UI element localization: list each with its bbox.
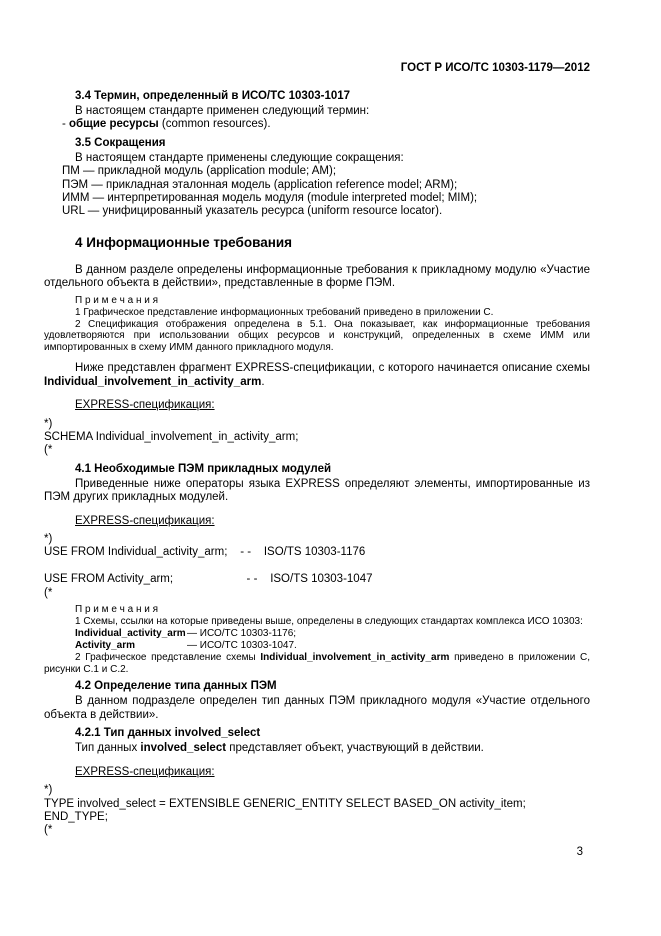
term-prefix: - (62, 118, 70, 131)
abbreviation-line: URL — унифицированный указатель ресурса (uniform resource locator). (62, 205, 443, 218)
paragraph-4-1-intro: Приведенные ниже операторы языка EXPRESS определяют элементы, импортированные из ПЭМ других прикладных модулей. (44, 477, 590, 504)
schema-reference-line (44, 628, 590, 640)
schema-ref-standard: — ИСО/ТС 10303-1047. (187, 639, 297, 651)
datatype-name: involved_select (140, 742, 227, 755)
schema-ref-standard: — ИСО/ТС 10303-1176; (187, 627, 297, 639)
express-spec-label: EXPRESS-спецификация: (75, 514, 215, 527)
code-line: (* (44, 586, 53, 599)
heading-3-4: 3.4 Термин, определенный в ИСО/ТС 10303-1017 (75, 90, 351, 102)
code-line (44, 560, 590, 573)
paragraph-text: Тип данных (75, 742, 141, 755)
note-item: 1 Графическое представление информационных требований приведено в приложении С. (75, 306, 494, 318)
abbreviation-line: ПЭМ — прикладная эталонная модель (application reference model; ARM); (62, 178, 458, 191)
term-definition-line (44, 118, 590, 131)
spacer (44, 354, 590, 362)
code-line: *) (44, 784, 53, 797)
notes-title: П р и м е ч а н и я (75, 603, 159, 615)
paragraph-term-intro: В настоящем стандарте применен следующий термин: (75, 105, 370, 117)
express-code-block-use-from (44, 533, 590, 600)
note-item (44, 652, 590, 676)
term-suffix: (common resources). (158, 118, 271, 131)
code-line: USE FROM Activity_arm; - - ISO/TS 10303-1047 (44, 573, 373, 586)
paragraph-section4-intro: В данном разделе определены информационные требования к прикладному модулю «Участие отдельного объекта в действии», представленные в форме ПЭМ. (44, 263, 590, 290)
heading-3-5: 3.5 Сокращения (75, 136, 166, 149)
schema-name: Individual_involvement_in_activity_arm (44, 375, 262, 388)
paragraph-schema-intro (44, 362, 590, 389)
notes-title: П р и м е ч а н и я (75, 294, 159, 306)
page-number: 3 (576, 846, 583, 858)
note-item: 1 Схемы, ссылки на которые приведены выше, определены в следующих стандартах комплекса ИСО 10303: (75, 615, 583, 627)
express-spec-label: EXPRESS-спецификация: (75, 399, 215, 412)
abbreviation-line: ПМ — прикладной модуль (application module; AM); (62, 165, 337, 178)
code-line: SCHEMA Individual_involvement_in_activity_arm; (44, 430, 299, 443)
term-name: общие ресурсы (69, 118, 159, 131)
express-spec-label: EXPRESS-спецификация: (75, 765, 215, 778)
express-code-block-schema (44, 418, 590, 458)
paragraph-abbr-intro: В настоящем стандарте применены следующие сокращения: (75, 151, 404, 164)
express-code-block-type (44, 784, 590, 838)
notes-block-1 (44, 295, 590, 355)
heading-4-1: 4.1 Необходимые ПЭМ прикладных модулей (75, 462, 332, 475)
paragraph-4-2-intro: В данном подразделе определен тип данных ПЭМ прикладного модуля «Участие отдельного объекта в действии». (44, 695, 590, 721)
abbreviation-line: ИММ — интерпретированная модель модуля (module interpreted model; MIM); (62, 192, 478, 205)
code-line: *) (44, 532, 53, 545)
note-text: приведено в приложении С, рисунки С.1 и С.2. (44, 651, 590, 675)
schema-name: Activity_arm (75, 639, 136, 651)
heading-4-2: 4.2 Определение типа данных ПЭМ (75, 680, 277, 693)
heading-4-2-1: 4.2.1 Тип данных involved_select (75, 727, 261, 740)
note-item: 2 Спецификация отображения определена в 5.1. Она показывает, как информационные требования удовлетворяются при использовании общих ресурсов и конструкций, определенных в схеме ИММ или импортированных в схему ИММ данного прикладного модуля. (44, 318, 590, 354)
code-line: USE FROM Individual_activity_arm; - - ISO/TS 10303-1176 (44, 546, 366, 559)
code-line: END_TYPE; (44, 810, 108, 823)
schema-intro-period: . (261, 375, 265, 388)
paragraph-involved-select (44, 742, 590, 755)
notes-block-2 (44, 604, 590, 676)
code-line: (* (44, 444, 53, 457)
code-line: *) (44, 417, 53, 430)
note-text: 2 Графическое представление схемы (75, 651, 261, 663)
doc-code-header: ГОСТ Р ИСО/ТС 10303-1179—2012 (400, 62, 590, 74)
schema-name: Individual_involvement_in_activity_arm (260, 651, 450, 663)
code-line: (* (44, 824, 53, 837)
schema-reference-line (44, 640, 590, 652)
schema-intro-text: Ниже представлен фрагмент EXPRESS-спецификации, с которого начинается описание схемы (75, 362, 590, 375)
code-line: TYPE involved_select = EXTENSIBLE GENERIC_ENTITY SELECT BASED_ON activity_item; (44, 797, 526, 810)
heading-4: 4 Информационные требования (75, 234, 293, 250)
schema-name: Individual_activity_arm (75, 627, 186, 639)
paragraph-text: представляет объект, участвующий в действии. (226, 742, 484, 755)
